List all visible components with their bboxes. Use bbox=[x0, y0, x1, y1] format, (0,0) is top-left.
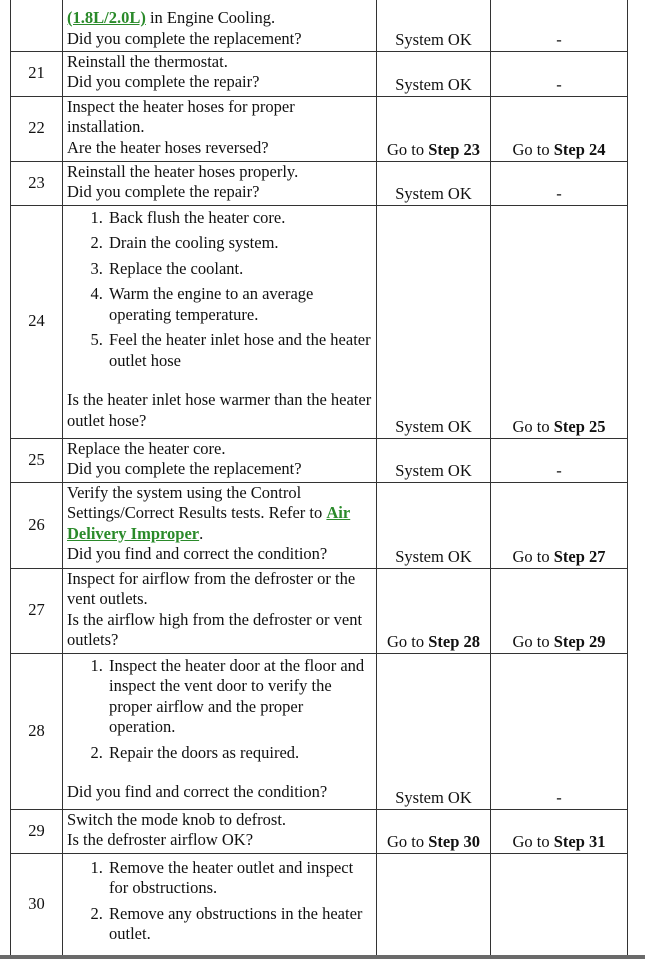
yes-result bbox=[377, 568, 491, 653]
list-item: 5. Feel the heater inlet hose and the heater outlet hose bbox=[107, 330, 372, 371]
question-text: Is the defroster airflow OK? bbox=[67, 830, 254, 849]
no-result: - bbox=[491, 161, 628, 205]
list-item: 4. Warm the engine to an average operating temperature. bbox=[107, 284, 372, 325]
question-text: Did you complete the replacement? bbox=[67, 459, 302, 478]
yes-result bbox=[377, 809, 491, 853]
no-result bbox=[491, 205, 628, 438]
bottom-scroll-edge bbox=[0, 955, 645, 959]
action-text: Inspect the heater hoses for proper installation. bbox=[67, 96, 295, 136]
question-text: Is the heater inlet hose warmer than the heater outlet hose? bbox=[67, 390, 372, 430]
question-text: Did you complete the repair? bbox=[67, 182, 260, 201]
list-item: 1. Remove the heater outlet and inspect for obstructions. bbox=[107, 858, 372, 899]
yes-result bbox=[377, 96, 491, 161]
step-number: 30 bbox=[11, 853, 63, 955]
action-text: Inspect for airflow from the defroster or the vent outlets. bbox=[67, 568, 356, 608]
goto-text: Go to bbox=[512, 547, 554, 566]
no-result bbox=[491, 568, 628, 653]
table-row bbox=[11, 438, 628, 482]
question-text: Are the heater hoses reversed? bbox=[67, 137, 269, 157]
step-number: 23 bbox=[11, 161, 63, 205]
engine-cooling-link[interactable]: (1.8L/2.0L) bbox=[67, 8, 146, 27]
list-item: 2. Remove any obstructions in the heater outlet. bbox=[107, 904, 372, 945]
table-row bbox=[11, 205, 628, 438]
goto-text: Go to bbox=[512, 632, 554, 651]
list-item: 1. Back flush the heater core. bbox=[107, 208, 372, 229]
list-item: 3. Replace the coolant. bbox=[107, 259, 372, 280]
step-number: 26 bbox=[11, 482, 63, 568]
procedure-list bbox=[67, 656, 372, 764]
goto-text: Go to bbox=[512, 832, 554, 851]
step-ref: Step 29 bbox=[553, 632, 606, 651]
action-text: Replace the heater core. bbox=[67, 438, 226, 458]
goto-text: Go to bbox=[512, 140, 554, 159]
goto-text: Go to bbox=[386, 632, 429, 651]
question-text: Did you find and correct the condition? bbox=[67, 782, 328, 801]
step-number: 27 bbox=[11, 568, 63, 653]
step-ref: Step 31 bbox=[553, 832, 606, 851]
step-number: 24 bbox=[11, 205, 63, 438]
step-number: 29 bbox=[11, 809, 63, 853]
step-number: 22 bbox=[11, 96, 63, 161]
table-row bbox=[11, 96, 628, 161]
step-number: 21 bbox=[11, 51, 63, 96]
table-row bbox=[11, 161, 628, 205]
step-ref: Step 27 bbox=[553, 547, 606, 566]
action-text: Reinstall the heater hoses properly. bbox=[67, 161, 299, 181]
action-text: Verify the system using the Control Settings/Correct Results tests. Refer to bbox=[67, 482, 327, 522]
yes-result: System OK bbox=[377, 653, 491, 809]
table-row bbox=[11, 568, 628, 653]
yes-result: System OK bbox=[377, 161, 491, 205]
yes-result: System OK bbox=[377, 205, 491, 438]
no-result bbox=[491, 853, 628, 955]
yes-result: System OK bbox=[377, 0, 491, 51]
list-item: 2. Repair the doors as required. bbox=[107, 743, 372, 764]
action-text: Switch the mode knob to defrost. bbox=[67, 809, 287, 829]
yes-result: System OK bbox=[377, 482, 491, 568]
step-number: 25 bbox=[11, 438, 63, 482]
question-text: Is the airflow high from the defroster or vent outlets? bbox=[67, 609, 363, 649]
no-result bbox=[491, 809, 628, 853]
no-result: - bbox=[491, 0, 628, 51]
no-result: - bbox=[491, 653, 628, 809]
step-number: 28 bbox=[11, 653, 63, 809]
no-result: - bbox=[491, 51, 628, 96]
table-row bbox=[11, 0, 628, 51]
air-delivery-improper-link[interactable]: Air Delivery Improper bbox=[67, 503, 351, 543]
goto-text: Go to bbox=[386, 140, 429, 159]
question-text: Did you find and correct the condition? bbox=[67, 544, 328, 563]
step-ref: Step 30 bbox=[428, 832, 481, 851]
step-ref: Step 23 bbox=[428, 140, 481, 159]
no-result bbox=[491, 96, 628, 161]
no-result bbox=[491, 482, 628, 568]
goto-text: Go to bbox=[512, 417, 554, 436]
yes-result: System OK bbox=[377, 438, 491, 482]
yes-result bbox=[377, 853, 491, 955]
goto-text: Go to bbox=[386, 832, 429, 851]
yes-result: System OK bbox=[377, 51, 491, 96]
list-item: 1. Inspect the heater door at the floor and inspect the vent door to verify the proper airflow and the proper operation. bbox=[107, 656, 372, 738]
table-row bbox=[11, 51, 628, 96]
action-text: in Engine Cooling. bbox=[145, 8, 276, 27]
list-item: 2. Drain the cooling system. bbox=[107, 233, 372, 254]
table-row bbox=[11, 482, 628, 568]
question-text: Did you complete the replacement? bbox=[67, 28, 302, 48]
step-ref: Step 28 bbox=[428, 632, 481, 651]
procedure-list bbox=[67, 858, 372, 945]
procedure-list bbox=[67, 208, 372, 372]
table-row bbox=[11, 809, 628, 853]
diagnostic-table bbox=[10, 0, 628, 955]
punctuation: . bbox=[199, 523, 204, 543]
question-text: Did you complete the repair? bbox=[67, 72, 260, 91]
no-result: - bbox=[491, 438, 628, 482]
action-text: Reinstall the thermostat. bbox=[67, 51, 228, 71]
step-number bbox=[11, 0, 63, 51]
step-ref: Step 25 bbox=[553, 417, 606, 436]
table-row bbox=[11, 853, 628, 955]
step-ref: Step 24 bbox=[553, 140, 606, 159]
table-row bbox=[11, 653, 628, 809]
